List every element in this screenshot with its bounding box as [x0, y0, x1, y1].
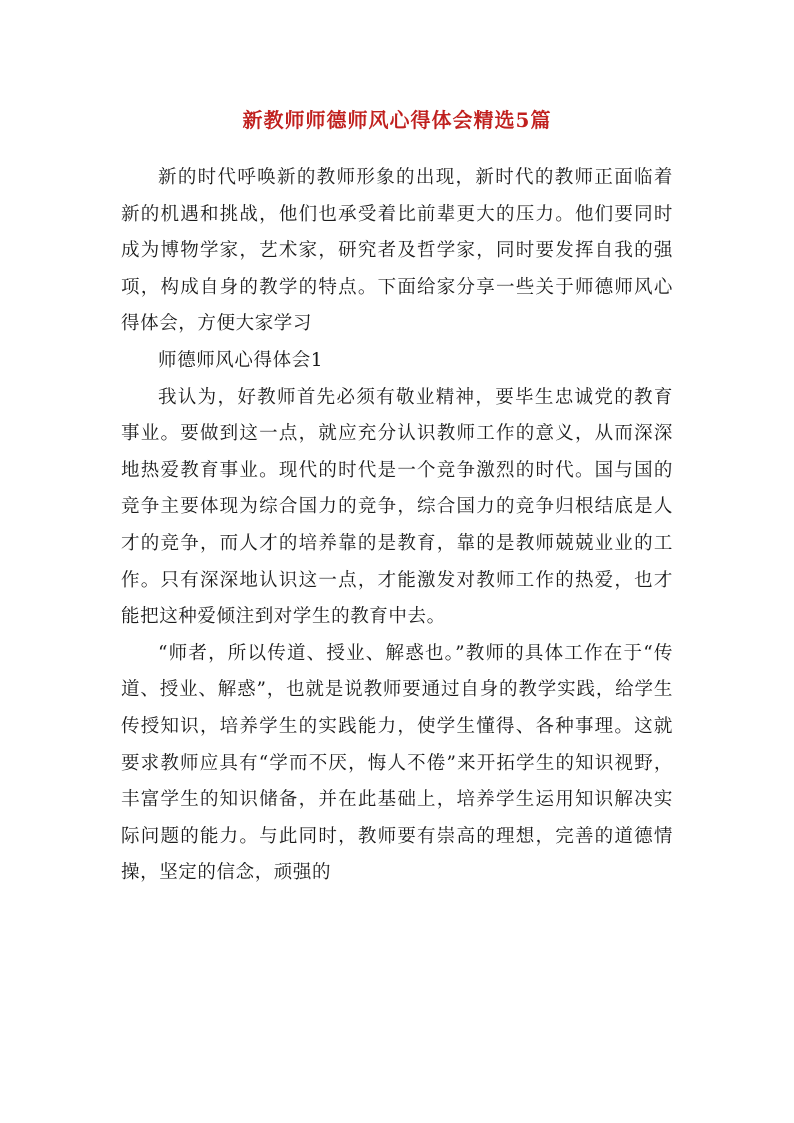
- section-heading: 师德师风心得体会1: [158, 349, 324, 371]
- intro-paragraph: 新的时代呼唤新的教师形象的出现，新时代的教师正面临着新的机遇和挑战，他们也承受着比前辈更大的压力。他们要同时成为博物学家，艺术家，研究者及哲学家，同时要发挥自我的强项，构成自身的教学的特点。下面给家分享一些关于师德师风心得体会，方便大家学习: [121, 167, 673, 335]
- document-title: 新教师师德师风心得体会精选5篇: [242, 108, 552, 132]
- body-paragraph-1: 我认为，好教师首先必须有敬业精神，要毕生忠诚党的教育事业。要做到这一点，就应充分认识教师工作的意义，从而深深地热爱教育事业。现代的时代是一个竞争激烈的时代。国与国的竞争主要体现为综合国力的竞争，综合国力的竞争归根结底是人才的竞争，而人才的培养靠的是教育，靠的是教师兢兢业业的工作。只有深深地认识这一点，才能激发对教师工作的热爱，也才能把这种爱倾注到对学生的教育中去。: [121, 386, 673, 628]
- body-paragraph-2: “师者，所以传道、授业、解惑也。”教师的具体工作在于“传道、授业、解惑”，也就是说教师要通过自身的教学实践，给学生传授知识，培养学生的实践能力，使学生懂得、各种事理。这就要求教师应具有“学而不厌，悔人不倦”来开拓学生的知识视野，丰富学生的知识储备，并在此基础上，培养学生运用知识解决实际问题的能力。与此同时，教师要有崇高的理想，完善的道德情操，坚定的信念，顽强的: [121, 642, 673, 884]
- document-body: [121, 160, 673, 892]
